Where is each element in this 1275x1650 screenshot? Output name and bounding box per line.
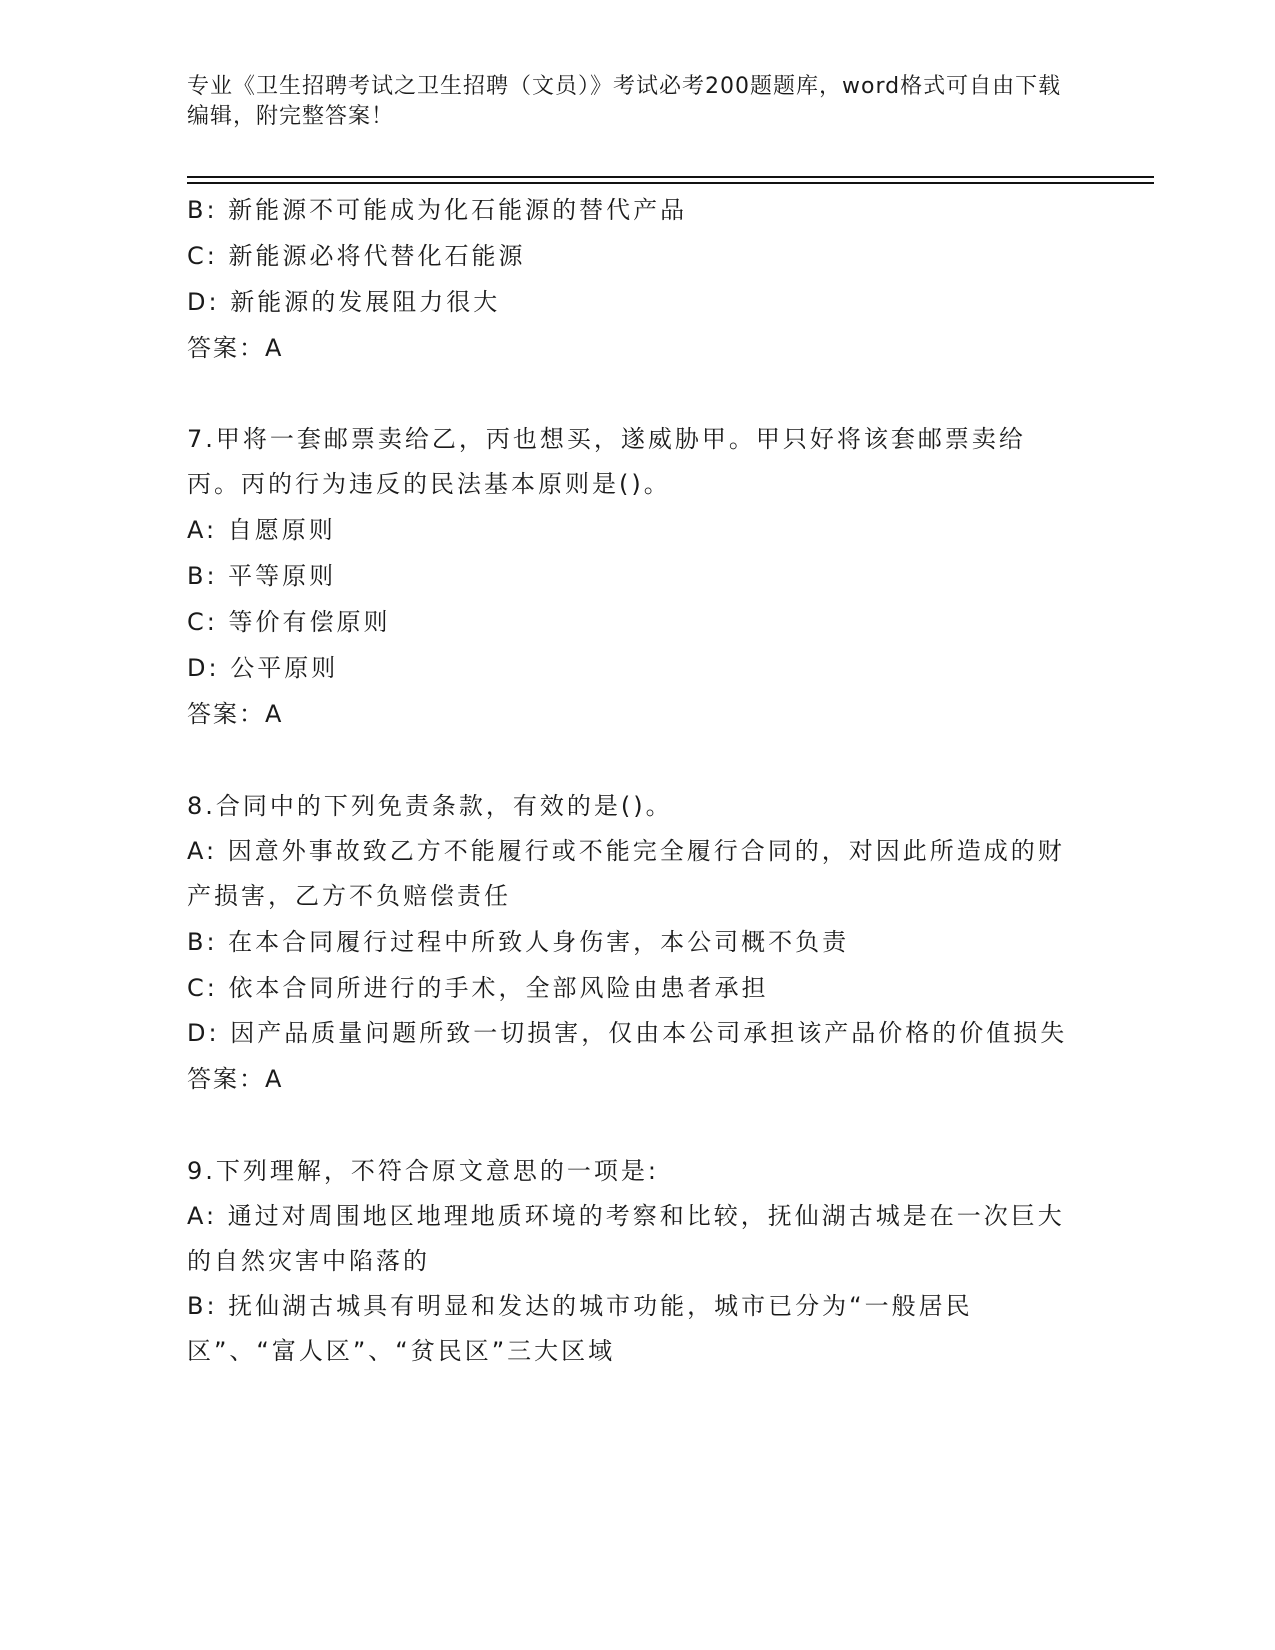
question-text: 8.合同中的下列免责条款，有效的是()。 [187, 792, 673, 820]
question-block-8 [187, 783, 1077, 1102]
option-c: C: 等价有偿原则 [187, 608, 391, 636]
answer-line: 答案：A [187, 700, 284, 728]
question-gap [187, 371, 1077, 417]
option-b: B: 平等原则 [187, 562, 337, 590]
option-c: C: 新能源必将代替化石能源 [187, 242, 526, 270]
option-d: D: 公平原则 [187, 654, 339, 682]
option-a: A: 通过对周围地区地理地质环境的考察和比较，抚仙湖古城是在一次巨大的自然灾害中陷落的 [187, 1202, 1065, 1275]
answer-line: 答案：A [187, 1065, 284, 1093]
option-a: A: 因意外事故致乙方不能履行或不能完全履行合同的，对因此所造成的财产损害，乙方不负赔偿责任 [187, 837, 1065, 910]
option-b: B: 新能源不可能成为化石能源的替代产品 [187, 196, 688, 224]
option-b: B: 在本合同履行过程中所致人身伤害，本公司概不负责 [187, 928, 850, 956]
option-c: C: 依本合同所进行的手术，全部风险由患者承担 [187, 974, 769, 1002]
question-gap [187, 1102, 1077, 1148]
document-header-title: 专业《卫生招聘考试之卫生招聘（文员）》考试必考200题题库，word格式可自由下载编辑，附完整答案！ [187, 74, 1062, 129]
option-b: B: 抚仙湖古城具有明显和发达的城市功能，城市已分为“一般居民区”、“富人区”、“贫民区”三大区域 [187, 1292, 973, 1365]
question-block-7 [187, 417, 1077, 737]
question-gap [187, 737, 1077, 783]
option-d: D: 新能源的发展阻力很大 [187, 288, 501, 316]
question-block-9 [187, 1148, 1077, 1374]
question-block-6 [187, 187, 1077, 371]
option-d: D: 因产品质量问题所致一切损害，仅由本公司承担该产品价格的价值损失 [187, 1019, 1068, 1047]
answer-line: 答案：A [187, 334, 284, 362]
header-rule-top [187, 176, 1154, 178]
question-text: 7.甲将一套邮票卖给乙，丙也想买，遂威胁甲。甲只好将该套邮票卖给丙。丙的行为违反的民法基本原则是()。 [187, 425, 1026, 498]
question-list [187, 187, 1077, 1374]
question-text: 9.下列理解，不符合原文意思的一项是: [187, 1157, 659, 1185]
header-rule-bottom [187, 182, 1154, 184]
option-a: A: 自愿原则 [187, 516, 336, 544]
